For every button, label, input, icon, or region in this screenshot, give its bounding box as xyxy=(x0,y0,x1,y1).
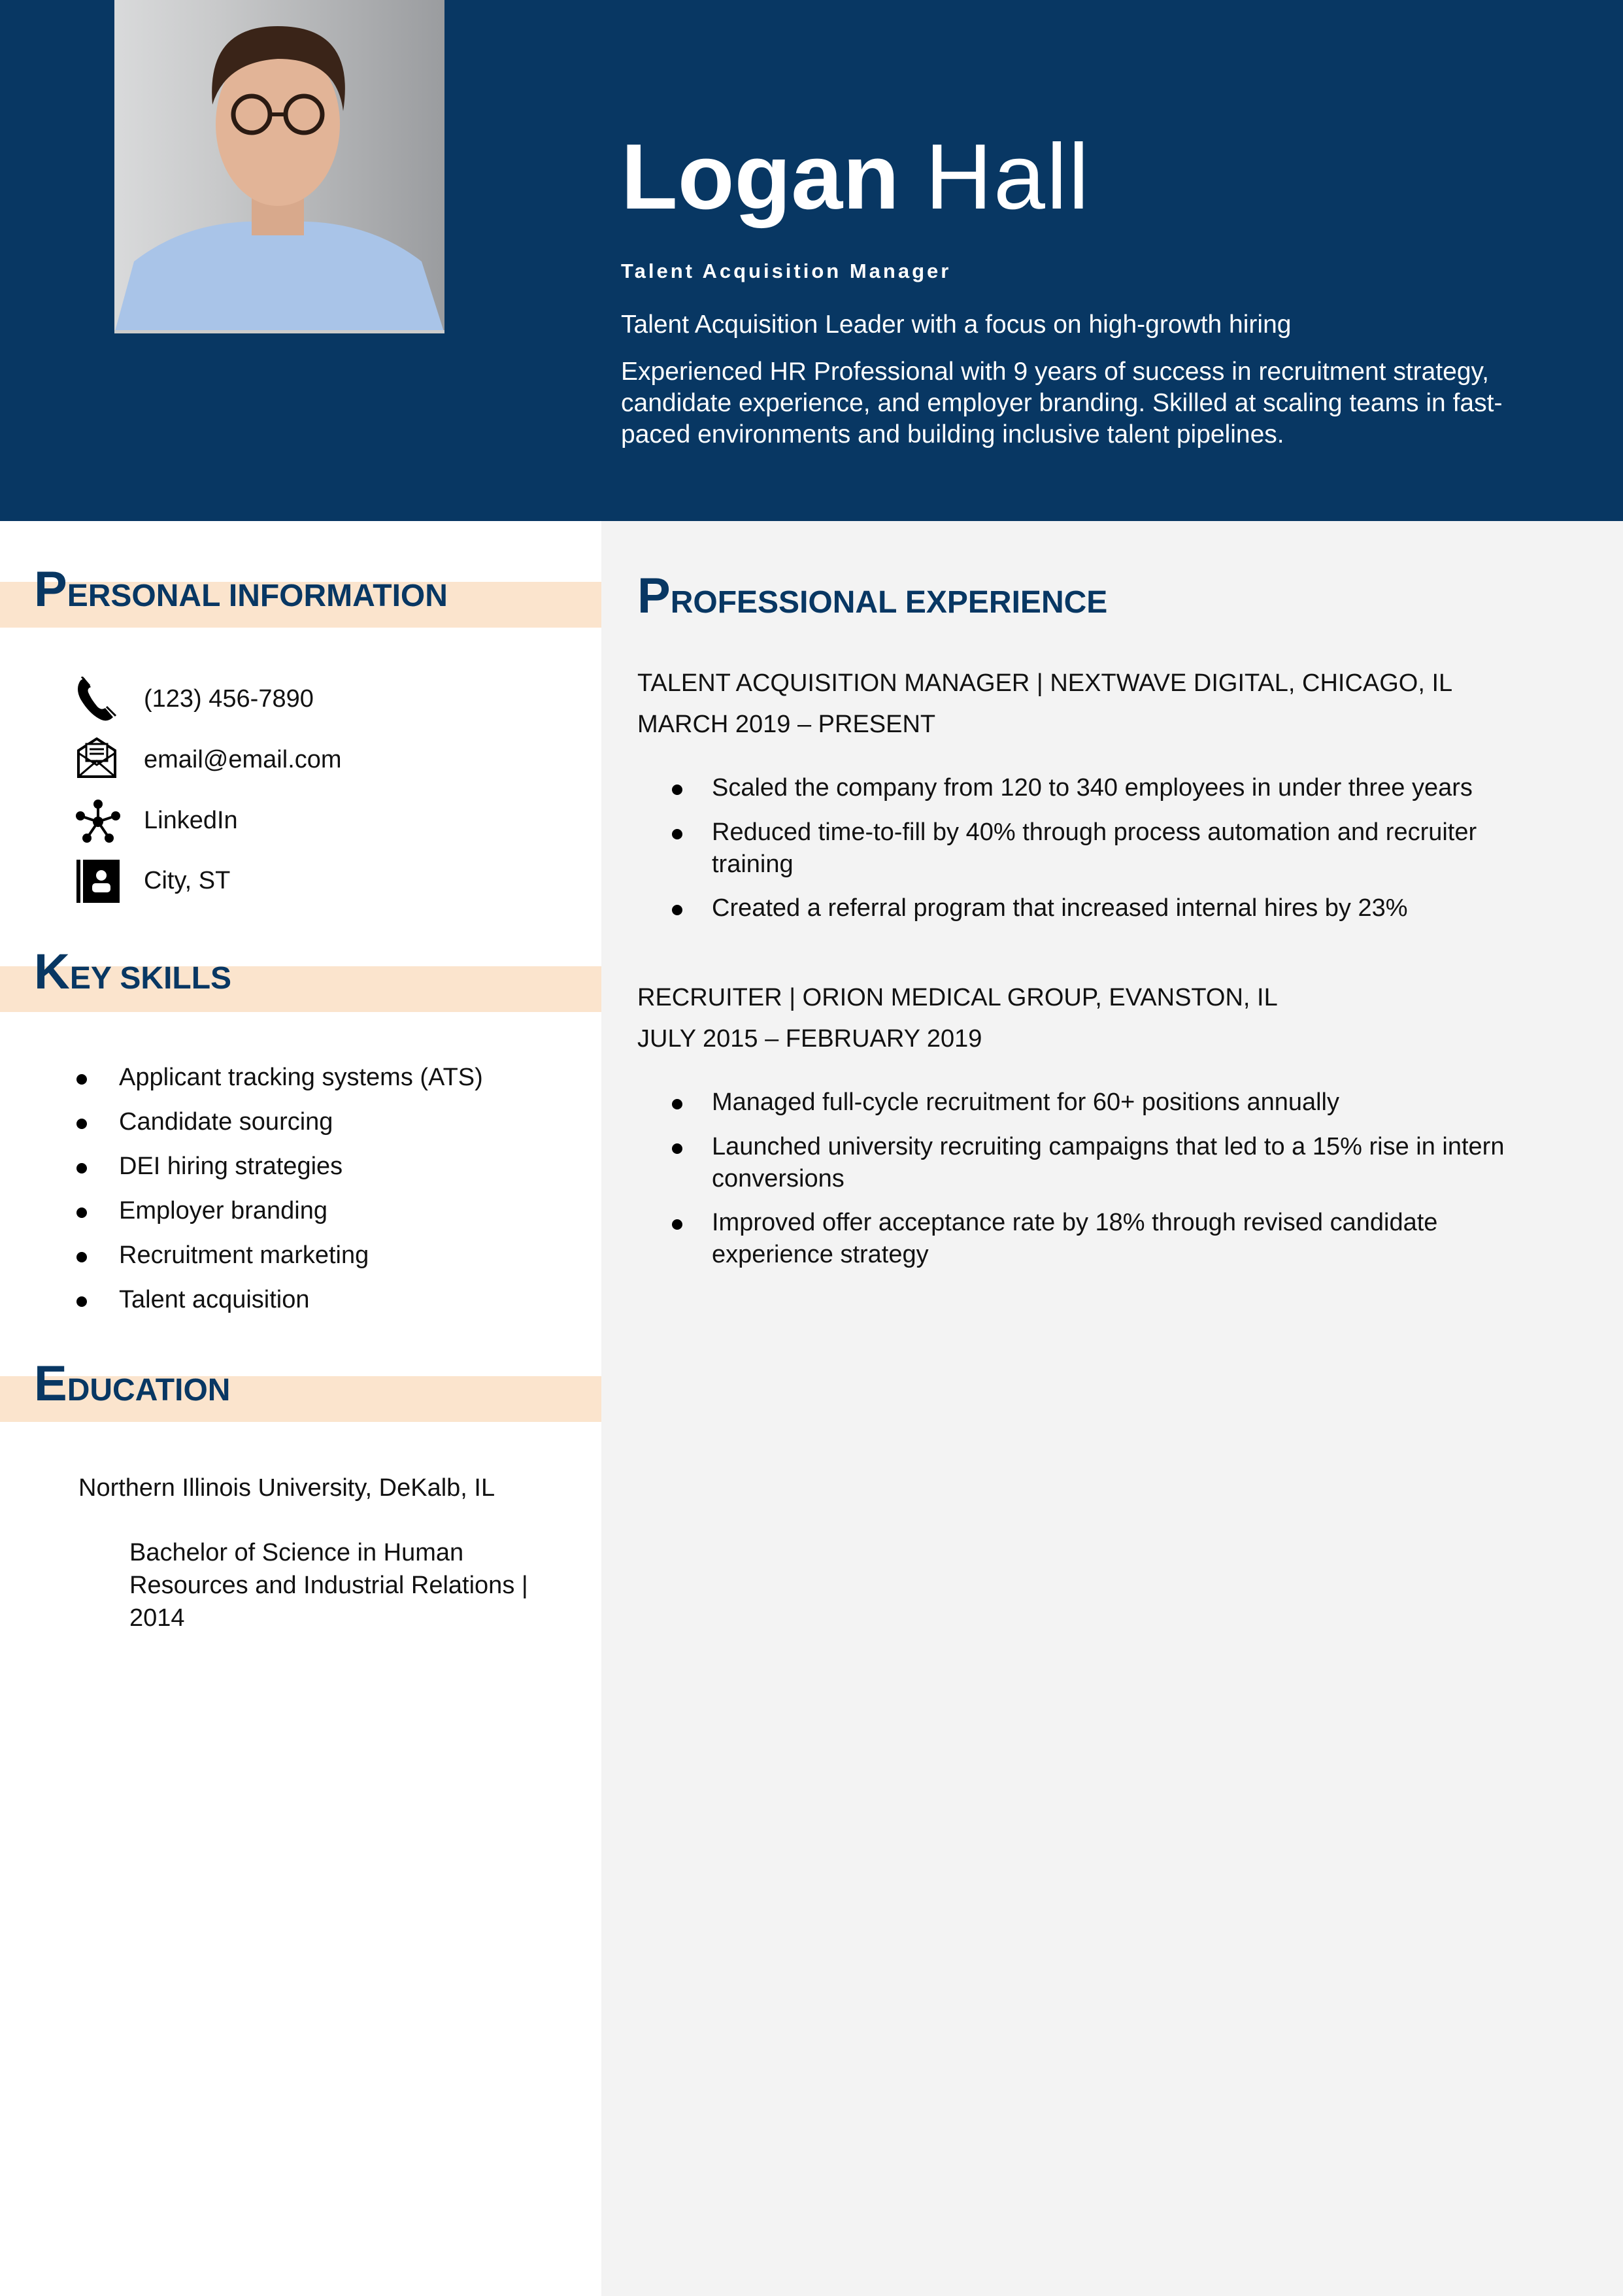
bullet-icon xyxy=(672,829,682,839)
last-name: Hall xyxy=(925,125,1091,229)
title-rest: ROFESSIONAL EXPERIENCE xyxy=(670,585,1108,620)
job-bullet-line: experience strategy xyxy=(712,1241,929,1268)
job-dates: MARCH 2019 – PRESENT xyxy=(637,711,936,738)
email-icon xyxy=(77,737,123,783)
title-rest: DUCATION xyxy=(67,1373,231,1408)
bullet-icon xyxy=(76,1163,87,1173)
bullet-icon xyxy=(76,1252,87,1262)
job-title: RECRUITER | ORION MEDICAL GROUP, EVANSTON, IL xyxy=(637,984,1278,1011)
tagline: Talent Acquisition Leader with a focus on high-growth hiring xyxy=(621,311,1292,339)
degree-line: Resources and Industrial Relations | xyxy=(129,1572,528,1599)
job-bullet-line: Scaled the company from 120 to 340 employees in under three years xyxy=(712,774,1473,802)
job-bullet-line: Improved offer acceptance rate by 18% through revised candidate xyxy=(712,1209,1438,1236)
bullet-icon xyxy=(672,1219,682,1230)
title-rest: EY SKILLS xyxy=(69,961,232,996)
title-cap: P xyxy=(637,568,671,624)
contact-card-icon xyxy=(75,858,121,904)
job-bullet-line: Created a referral program that increased internal hires by 23% xyxy=(712,894,1408,922)
section-title-personal xyxy=(34,561,448,618)
first-name: Logan xyxy=(621,125,899,229)
school: Northern Illinois University, DeKalb, IL xyxy=(78,1474,495,1502)
phone-text: (123) 456-7890 xyxy=(144,685,314,713)
skill-item: Employer branding xyxy=(119,1197,327,1224)
degree-line: 2014 xyxy=(129,1604,185,1632)
job-dates: JULY 2015 – FEBRUARY 2019 xyxy=(637,1025,982,1053)
section-title-experience xyxy=(637,567,1107,624)
job-title: TALENT ACQUISITION MANAGER | NEXTWAVE DIGITAL, CHICAGO, IL xyxy=(637,669,1453,697)
bullet-icon xyxy=(76,1119,87,1129)
phone-icon xyxy=(75,677,121,722)
linkedin-link[interactable]: LinkedIn xyxy=(144,807,238,834)
network-icon xyxy=(75,799,121,845)
title-cap: E xyxy=(34,1356,67,1411)
bullet-icon xyxy=(672,785,682,795)
bullet-icon xyxy=(672,1099,682,1109)
email-text: email@email.com xyxy=(144,746,342,773)
skill-item: Recruitment marketing xyxy=(119,1241,369,1269)
section-title-skills xyxy=(34,943,231,1000)
skill-item: Talent acquisition xyxy=(119,1286,310,1313)
location-text: City, ST xyxy=(144,867,231,894)
degree-line: Bachelor of Science in Human xyxy=(129,1539,464,1566)
job-bullet-line: conversions xyxy=(712,1165,845,1192)
job-bullet-line: training xyxy=(712,851,794,878)
title-cap: P xyxy=(34,562,67,617)
skill-item: Applicant tracking systems (ATS) xyxy=(119,1064,483,1091)
title-rest: ERSONAL INFORMATION xyxy=(67,579,448,613)
skill-item: DEI hiring strategies xyxy=(119,1153,343,1180)
profile-photo xyxy=(114,0,444,333)
bullet-icon xyxy=(76,1207,87,1218)
summary: Experienced HR Professional with 9 years of success in recruitment strategy, candidate experience, and employer branding. Skilled at scaling teams in fast-paced environments and building inclusive talent pipelines. xyxy=(621,358,1503,448)
job-bullet-line: Reduced time-to-fill by 40% through process automation and recruiter xyxy=(712,819,1477,846)
candidate-name xyxy=(621,125,1091,229)
job-bullet-line: Managed full-cycle recruitment for 60+ positions annually xyxy=(712,1089,1340,1116)
skill-item: Candidate sourcing xyxy=(119,1108,333,1136)
section-title-education xyxy=(34,1355,230,1412)
bullet-icon xyxy=(672,1143,682,1154)
job-bullet-line: Launched university recruiting campaigns that led to a 15% rise in intern xyxy=(712,1133,1505,1160)
title-cap: K xyxy=(34,944,70,1000)
bullet-icon xyxy=(76,1296,87,1307)
bullet-icon xyxy=(672,905,682,915)
job-title: Talent Acquisition Manager xyxy=(621,260,952,282)
bullet-icon xyxy=(76,1074,87,1085)
